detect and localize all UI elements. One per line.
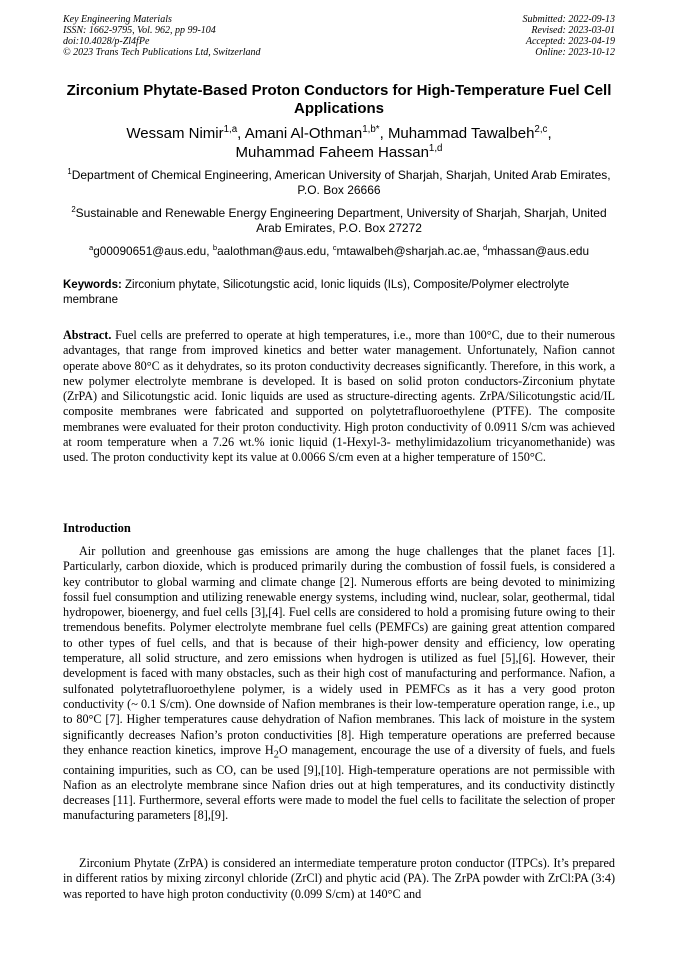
affiliation-1 [60, 168, 618, 197]
affiliation-superscript: 1 [67, 167, 72, 176]
keywords-text: Zirconium phytate, Silicotungstic acid, Ionic liquids (ILs), Composite/Polymer electrolyte membrane [63, 279, 570, 306]
author-superscript: 1,a [223, 124, 238, 135]
email-link[interactable]: aalothman@aus.edu [217, 244, 327, 258]
keywords-section [63, 278, 615, 307]
paragraph-text: Air pollution and greenhouse gas emissions are among the huge challenges that the planet faces [1]. Particularly, carbon dioxide, which is produced primarily during the combustion of fossil fuels, is considered a key contributor to global warming and climate change [2]. Numerous efforts are being devoted to minimizing fossil fuel consumption and utilizing renewable energy systems, including wind, nuclear, solar, geothermal, tidal hydropower, bioenergy, and fuel cells [3],[4]. Fuel cells are considered to hold a promising future owing to their tremendous benefits. Polymer electrolyte membrane fuel cells (PEMFCs) are gaining great attention compared to other types of fuel cells, and that is because of their high-power density and efficiency, low operating temperature, all solid structure, and zero emissions when hydrogen is utilized as fuel [5],[6]. However, their development is faced with many obstacles, such as their high cost of manufacturing and performance. Nafion, a sulfonated polytetrafluoroethylene polymer, is a widely used in PEMFCs as it has a very good proton conductivity (~ 0.1 S/cm). One downside of Nafion membranes is their low-temperature operation range, i.e., up to 80°C [7]. Higher temperatures cause dehydration of Nafion membranes. This lack of moisture in the system significantly decreases Nafion’s proton conductivities [8]. High temperature operations are preferred because they enhance reaction kinetics, improve H [63, 544, 615, 757]
email-superscript: d [482, 243, 488, 253]
author-separator: , [237, 125, 245, 142]
author-emails: $^a$g00090651@aus.edu, $^b$aalothman@aus.edu, $^c$mtawalbeh@sharjah.ac.ae, $^d$mhassan@aus.edu [88, 243, 590, 258]
journal-info [63, 14, 261, 58]
journal-name: Key Engineering Materials [63, 14, 172, 25]
affiliation-superscript: 2 [71, 205, 76, 214]
copyright-line: © 2023 Trans Tech Publications Ltd, Switzerland [63, 47, 261, 58]
author-superscript: 2,c [534, 124, 548, 135]
author-separator: , [379, 125, 388, 142]
email-superscript: a [88, 243, 94, 253]
email-link[interactable]: g00090651@aus.edu [93, 244, 207, 258]
abstract-label: Abstract. [63, 328, 112, 342]
keywords-label: Keywords: [63, 279, 122, 291]
email-link[interactable]: mhassan@aus.edu [487, 244, 590, 258]
accepted-date: Accepted: 2023-04-19 [525, 36, 615, 47]
paragraph-text: O management, encourage the use of a diversity of fuels, and fuels containing impurities, such as CO, can be used [9],[10]. High-temperature operations are not permissible with Nafion as an electrolyte membrane since Nafion dries out at high temperatures, and its conductivity distinctly decreases [11]. Furthermore, several efforts were made to model the fuel cells to facilitate the selection of proper manufacturing parameters [8],[9]. [63, 742, 615, 823]
author-name: Amani Al-Othman [244, 125, 363, 142]
author-name: Wessam Nimir [126, 125, 224, 142]
subscript: 2 [273, 749, 279, 761]
affiliation-text: Department of Chemical Engineering, American University of Sharjah, Sharjah, United Arab Emirates, P.O. Box 26666 [71, 168, 611, 197]
introduction-paragraph-1 [63, 544, 615, 824]
author-name: Muhammad Faheem Hassan [235, 144, 429, 161]
online-date: Online: 2023-10-12 [535, 47, 615, 58]
introduction-heading: Introduction [63, 521, 131, 535]
author-superscript: 1,b* [362, 124, 380, 135]
revised-date: Revised: 2023-03-01 [531, 25, 615, 36]
email-superscript: b [212, 243, 218, 253]
email-superscript: c [332, 243, 337, 253]
author-list [40, 124, 638, 162]
submitted-date: Submitted: 2022-09-13 [522, 14, 615, 25]
affiliation-text: Sustainable and Renewable Energy Engineering Department, University of Sharjah, Sharjah, United Arab Emirates, P.O. Box 27272 [75, 206, 607, 235]
introduction-paragraph-2 [63, 856, 615, 902]
affiliation-2 [60, 206, 618, 235]
author-name: Muhammad Tawalbeh [387, 125, 535, 142]
issn-line: ISSN: 1662-9795, Vol. 962, pp 99-104 [63, 25, 216, 36]
paragraph-text: Zirconium Phytate (ZrPA) is considered an intermediate temperature proton conductor (ITPCs). It’s prepared in different ratios by mixing zirconyl chloride (ZrCl) and phytic acid (PA). The ZrPA powder with ZrCl:PA (3:4) was reported to have high proton conductivity (0.099 S/cm) at 140°C and [63, 856, 615, 901]
abstract-text: Fuel cells are preferred to operate at high temperatures, i.e., more than 100°C, due to their numerous advantages, that range from improved kinetics and better water management. Unfortunately, Nafion cannot operate above 80°C as it dehydrates, so its proton conductivity decreases significantly. Therefore, in this work, a new polymer electrolyte membrane is developed. It is based on solid proton conductors-Zirconium phytate (ZrPA) and Silicotungstic acid. Ionic liquids are used as structure-directing agents. ZrPA/Silicotungstic acid/IL composite membranes were fabricated and supported on polytetrafluoroethylene (PTFE). The composite membranes were evaluated for their proton conductivity. High proton conductivity of 0.0911 S/cm was achieved at room temperature when a 7.26 wt.% ionic liquid (1-Hexyl-3- methylimidazolium tricyanomethanide) was used. The proton conductivity kept its value at 0.0066 S/cm even at a higher temperature of 150°C. [63, 328, 616, 465]
abstract-section [63, 328, 615, 466]
publication-dates [523, 14, 616, 58]
author-superscript: 1,d [428, 143, 443, 154]
author-separator: , [547, 125, 552, 142]
paper-title: Zirconium Phytate-Based Proton Conductors for High-Temperature Fuel Cell Applications [66, 82, 612, 117]
email-link[interactable]: mtawalbeh@sharjah.ac.ae [336, 244, 477, 258]
doi-line[interactable]: doi:10.4028/p-Zl4fPe [63, 36, 150, 47]
